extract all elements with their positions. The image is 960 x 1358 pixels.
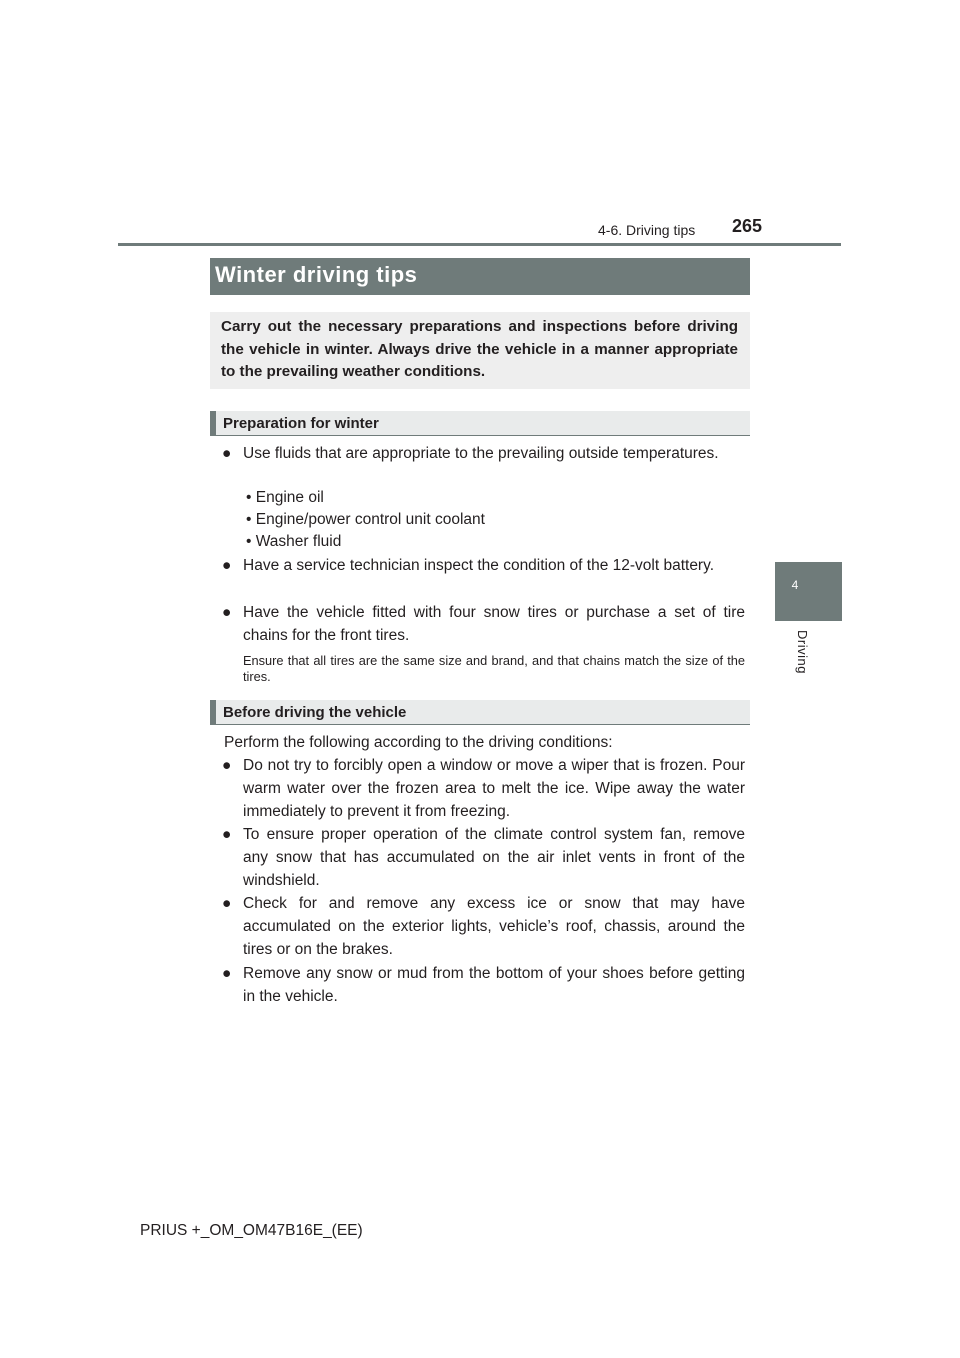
chapter-label: Driving: [795, 630, 810, 674]
bullet-icon: ●: [222, 445, 232, 462]
list-item-text: Use fluids that are appropriate to the prevailing outside temperatures.: [243, 445, 719, 462]
bullet-icon: ●: [222, 895, 232, 912]
page-title: Winter driving tips: [215, 262, 418, 287]
page-number: 265: [732, 216, 763, 236]
list-item: [222, 892, 745, 961]
list-item: [222, 754, 745, 823]
bullet-icon: ●: [222, 557, 232, 574]
sub-bullet-icon: •: [246, 511, 252, 528]
bullet-icon: ●: [222, 965, 232, 982]
bullet-icon: ●: [222, 826, 232, 843]
list-item: [222, 554, 745, 577]
section-heading-preparation: Preparation for winter: [223, 415, 379, 432]
chapter-number: 4: [791, 578, 799, 592]
document-footer: PRIUS +_OM_OM47B16E_(EE): [140, 1222, 363, 1239]
list-item-text: To ensure proper operation of the climate control system fan, remove any snow that has accumulated on the air inlet vents in front of the windshield.: [243, 826, 745, 889]
list-item-text: Check for and remove any excess ice or snow that may have accumulated on the exterior lights, vehicle’s roof, chassis, around the tires or on the brakes.: [243, 895, 745, 958]
bullet-icon: ●: [222, 604, 232, 621]
lead-text: Perform the following according to the driving conditions:: [224, 734, 613, 751]
list-item: [222, 601, 745, 647]
list-item-text: Do not try to forcibly open a window or move a wiper that is frozen. Pour warm water over the frozen area to melt the ice. Wipe away the water immediately to prevent it from freezing.: [243, 757, 745, 820]
list-item: [246, 487, 324, 509]
list-item: [222, 442, 745, 465]
section-reference: 4-6. Driving tips: [598, 222, 696, 238]
list-item: [246, 509, 485, 531]
list-item: [246, 531, 341, 553]
sub-bullet-icon: •: [246, 533, 252, 550]
header-rule: [118, 243, 841, 246]
list-item: [222, 962, 745, 1008]
list-item: [222, 823, 745, 892]
bullet-icon: ●: [222, 757, 232, 774]
list-item-text: Remove any snow or mud from the bottom of your shoes before getting in the vehicle.: [243, 965, 745, 1005]
intro-text: Carry out the necessary preparations and inspections before driving the vehicle in winter. Always drive the vehicle in a manner appropriate to the prevailing weather conditions.: [221, 318, 738, 380]
list-item-text: Washer fluid: [255, 533, 342, 550]
list-item-text: Engine oil: [255, 489, 324, 506]
list-item-text: Engine/power control unit coolant: [255, 511, 485, 528]
list-item-text: Have a service technician inspect the condition of the 12-volt battery.: [243, 557, 715, 574]
list-item-text: Have the vehicle fitted with four snow tires or purchase a set of tire chains for the front tires.: [243, 604, 745, 644]
note-text: Ensure that all tires are the same size and brand, and that chains match the size of the tires.: [243, 653, 745, 684]
sub-bullet-icon: •: [246, 489, 252, 506]
section-heading-before-driving: Before driving the vehicle: [223, 704, 407, 721]
